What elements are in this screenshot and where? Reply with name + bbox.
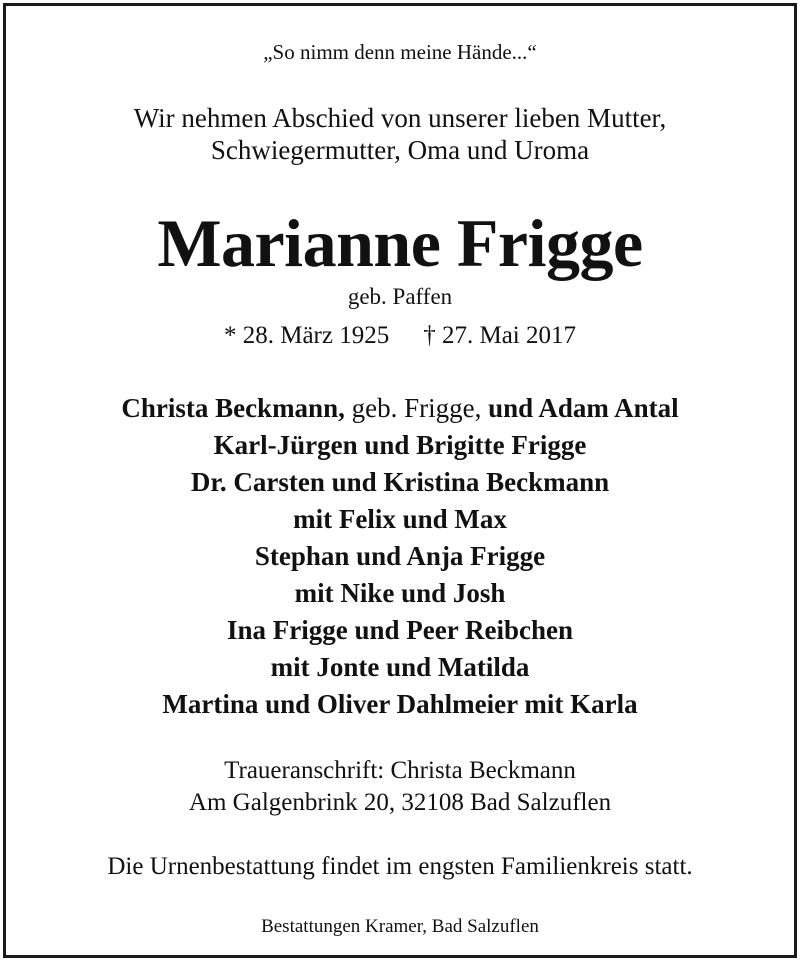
family-line-2: Karl-Jürgen und Brigitte Frigge [213, 430, 587, 460]
maiden-name: geb. Paffen [347, 284, 453, 309]
family-line-8: mit Jonte und Matilda [270, 652, 530, 682]
death-date: † 27. Mai 2017 [423, 322, 577, 349]
life-dates [6, 322, 794, 350]
family-line-1-name: Christa Beckmann, [121, 393, 345, 423]
family-line-5: Stephan und Anja Frigge [254, 541, 546, 571]
mourning-address-line-1: Traueranschrift: Christa Beckmann [224, 757, 576, 784]
obituary-notice [3, 3, 797, 958]
family-line-7: Ina Frigge und Peer Reibchen [227, 615, 573, 645]
family-line-4: mit Felix und Max [293, 504, 507, 534]
undertaker: Bestattungen Kramer, Bad Salzuflen [261, 916, 539, 937]
mourning-address-line-2: Am Galgenbrink 20, 32108 Bad Salzuflen [188, 789, 612, 816]
burial-note: Die Urnenbestattung findet im engsten Familienkreis statt. [107, 853, 693, 880]
family-line-1-partner: und Adam Antal [488, 393, 679, 423]
motto-quote: „So nimm denn meine Hände...“ [263, 40, 537, 64]
family-line-9: Martina und Oliver Dahlmeier mit Karla [162, 689, 638, 719]
family-line-6: mit Nike und Josh [294, 578, 506, 608]
intro-line-2: Schwiegermutter, Oma und Uroma [210, 135, 590, 165]
deceased-name: Marianne Frigge [157, 205, 643, 281]
family-line-3: Dr. Carsten und Kristina Beckmann [190, 467, 610, 497]
intro-line-1: Wir nehmen Abschied von unserer lieben Mutter, [133, 103, 667, 133]
family-line-1 [6, 393, 794, 424]
family-line-1-maiden: geb. Frigge, [344, 393, 489, 423]
birth-date: * 28. März 1925 [223, 322, 390, 349]
